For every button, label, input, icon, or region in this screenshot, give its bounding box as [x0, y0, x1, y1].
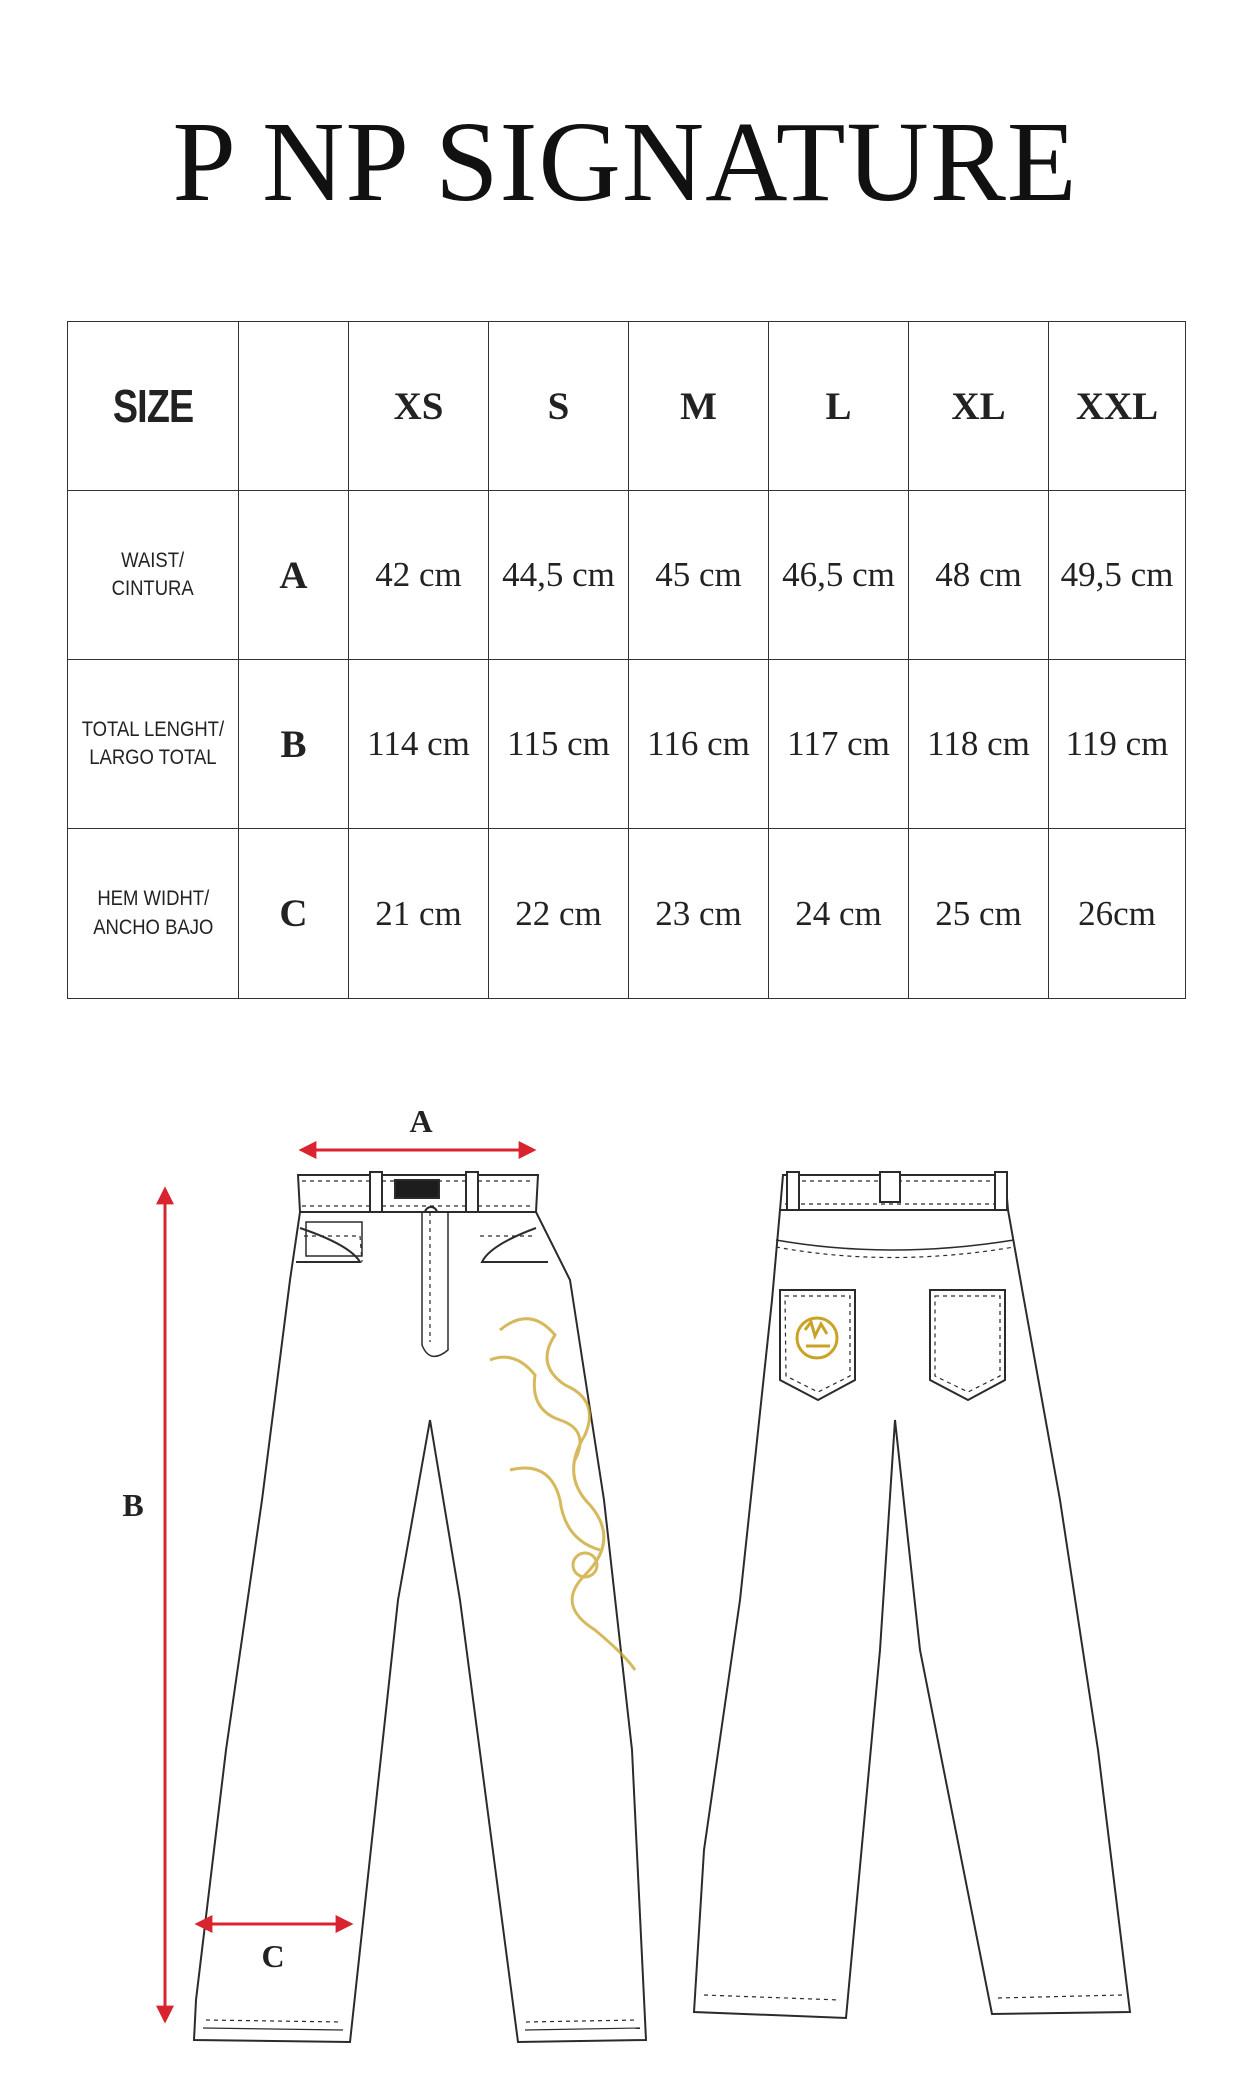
dimension-label-b: B	[122, 1487, 144, 1523]
size-col-xxl: XXL	[1049, 322, 1186, 491]
size-header: SIZE	[112, 380, 194, 432]
table-cell: 46,5 cm	[769, 491, 909, 660]
table-cell: 48 cm	[909, 491, 1049, 660]
table-cell: 117 cm	[769, 660, 909, 829]
table-cell: 114 cm	[349, 660, 489, 829]
size-col-xs: XS	[349, 322, 489, 491]
table-cell: 45 cm	[629, 491, 769, 660]
row-label-cell: HEM WIDHT/ ANCHO BAJO	[68, 829, 239, 999]
row-label-cell: WAIST/ CINTURA	[68, 491, 239, 660]
size-col-xl: XL	[909, 322, 1049, 491]
table-cell: 26cm	[1049, 829, 1186, 999]
row-letter-cell: C	[239, 829, 349, 999]
row-letter-cell: B	[239, 660, 349, 829]
dimension-label-c: C	[261, 1938, 285, 1974]
size-col-s: S	[489, 322, 629, 491]
table-cell: 118 cm	[909, 660, 1049, 829]
table-cell: 22 cm	[489, 829, 629, 999]
table-cell: 25 cm	[909, 829, 1049, 999]
table-cell: 42 cm	[349, 491, 489, 660]
page-title: P NP SIGNATURE	[172, 98, 1078, 225]
table-cell: 44,5 cm	[489, 491, 629, 660]
row-label-cell: TOTAL LENGHT/ LARGO TOTAL	[68, 660, 239, 829]
size-col-l: L	[769, 322, 909, 491]
front-pants-illustration	[194, 1172, 646, 2042]
size-col-m: M	[629, 322, 769, 491]
table-cell: 115 cm	[489, 660, 629, 829]
table-cell: 119 cm	[1049, 660, 1186, 829]
table-cell: 21 cm	[349, 829, 489, 999]
back-pants-illustration	[694, 1172, 1130, 2018]
table-cell: 116 cm	[629, 660, 769, 829]
row-letter-cell: A	[239, 491, 349, 660]
table-cell: 23 cm	[629, 829, 769, 999]
table-cell: 24 cm	[769, 829, 909, 999]
table-cell: 49,5 cm	[1049, 491, 1186, 660]
dimension-label-a: A	[409, 1103, 433, 1139]
